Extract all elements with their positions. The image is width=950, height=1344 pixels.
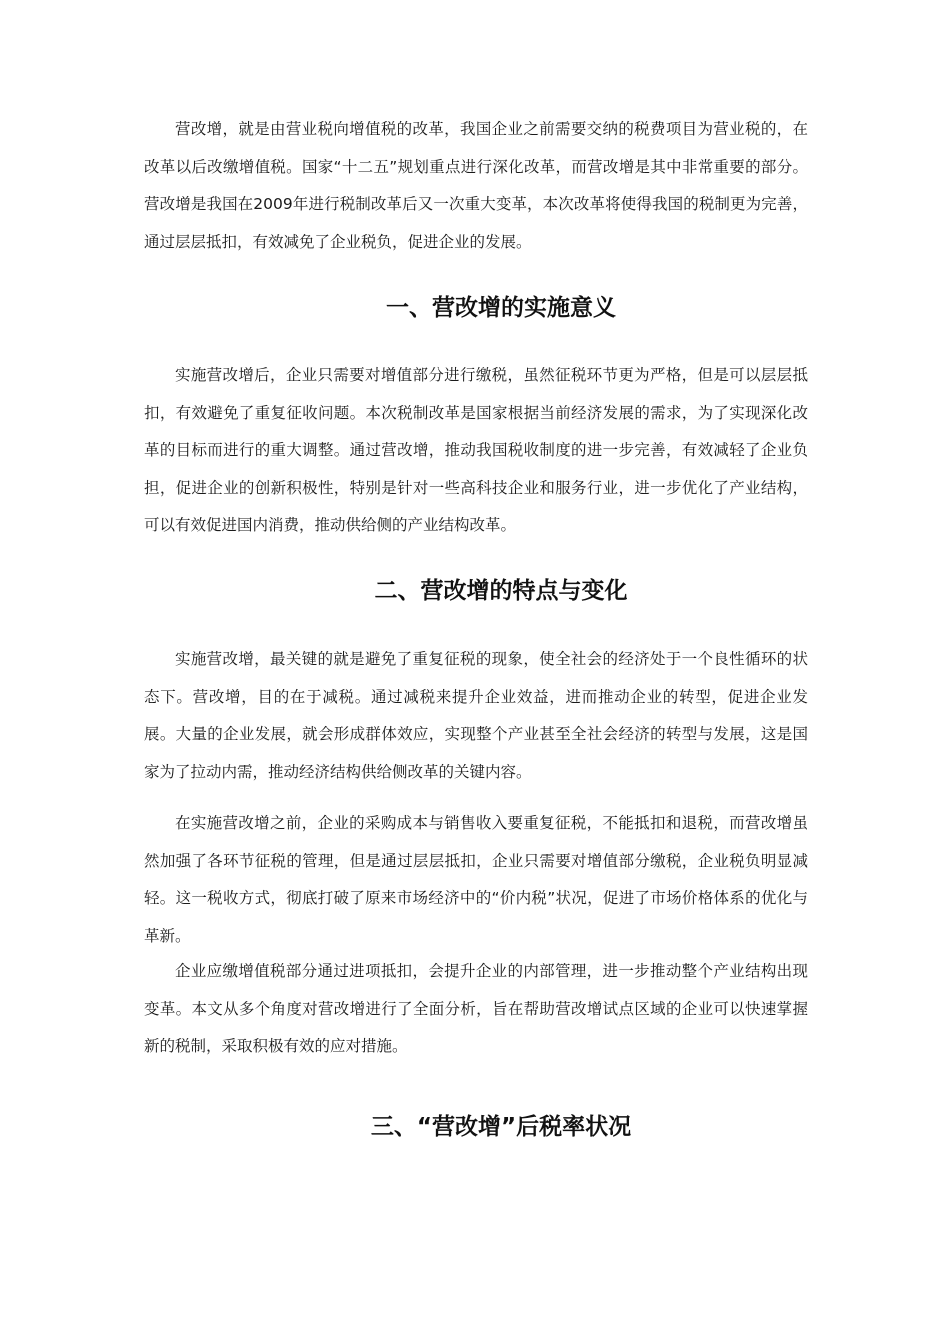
- section-2-paragraph-2: 在实施营改增之前，企业的采购成本与销售收入要重复征税，不能抵扣和退税，而营改增虽然加强了各环节征税的管理，但是通过层层抵扣，企业只需要对增值部分缴税，企业税负明显减轻。这一税收方式，彻底打破了原来市场经济中的“价内税”状况，促进了市场价格体系的优化与革新。: [144, 814, 808, 945]
- section-1-paragraph-1: 实施营改增后，企业只需要对增值部分进行缴税，虽然征税环节更为严格，但是可以层层抵扣，有效避免了重复征收问题。本次税制改革是国家根据当前经济发展的需求，为了实现深化改革的目标而进行的重大调整。通过营改增，推动我国税收制度的进一步完善，有效减轻了企业负担，促进企业的创新积极性，特别是针对一些高科技企业和服务行业，进一步优化了产业结构，可以有效促进国内消费，推动供给侧的产业结构改革。: [144, 366, 808, 534]
- section-2-paragraph-3: 企业应缴增值税部分通过进项抵扣，会提升企业的内部管理，进一步推动整个产业结构出现变革。本文从多个角度对营改增进行了全面分析，旨在帮助营改增试点区域的企业可以快速掌握新的税制，采取积极有效的应对措施。: [144, 962, 808, 1055]
- section-3-heading: 三、“营改增”后税率状况: [370, 1114, 632, 1140]
- section-1-heading: 一、营改增的实施意义: [386, 295, 616, 321]
- section-2-paragraph-1: 实施营改增，最关键的就是避免了重复征税的现象，使全社会的经济处于一个良性循环的状态下。营改增，目的在于减税。通过减税来提升企业效益，进而推动企业的转型，促进企业发展。大量的企业发展，就会形成群体效应，实现整个产业甚至全社会经济的转型与发展，这是国家为了拉动内需，推动经济结构供给侧改革的关键内容。: [144, 650, 808, 781]
- section-2-heading: 二、营改增的特点与变化: [374, 578, 628, 604]
- intro-paragraph: 营改增，就是由营业税向增值税的改革，我国企业之前需要交纳的税费项目为营业税的，在改革以后改缴增值税。国家“十二五”规划重点进行深化改革，而营改增是其中非常重要的部分。营改增是我国在2009年进行税制改革后又一次重大变革，本次改革将使得我国的税制更为完善，通过层层抵扣，有效减免了企业税负，促进企业的发展。: [144, 120, 808, 251]
